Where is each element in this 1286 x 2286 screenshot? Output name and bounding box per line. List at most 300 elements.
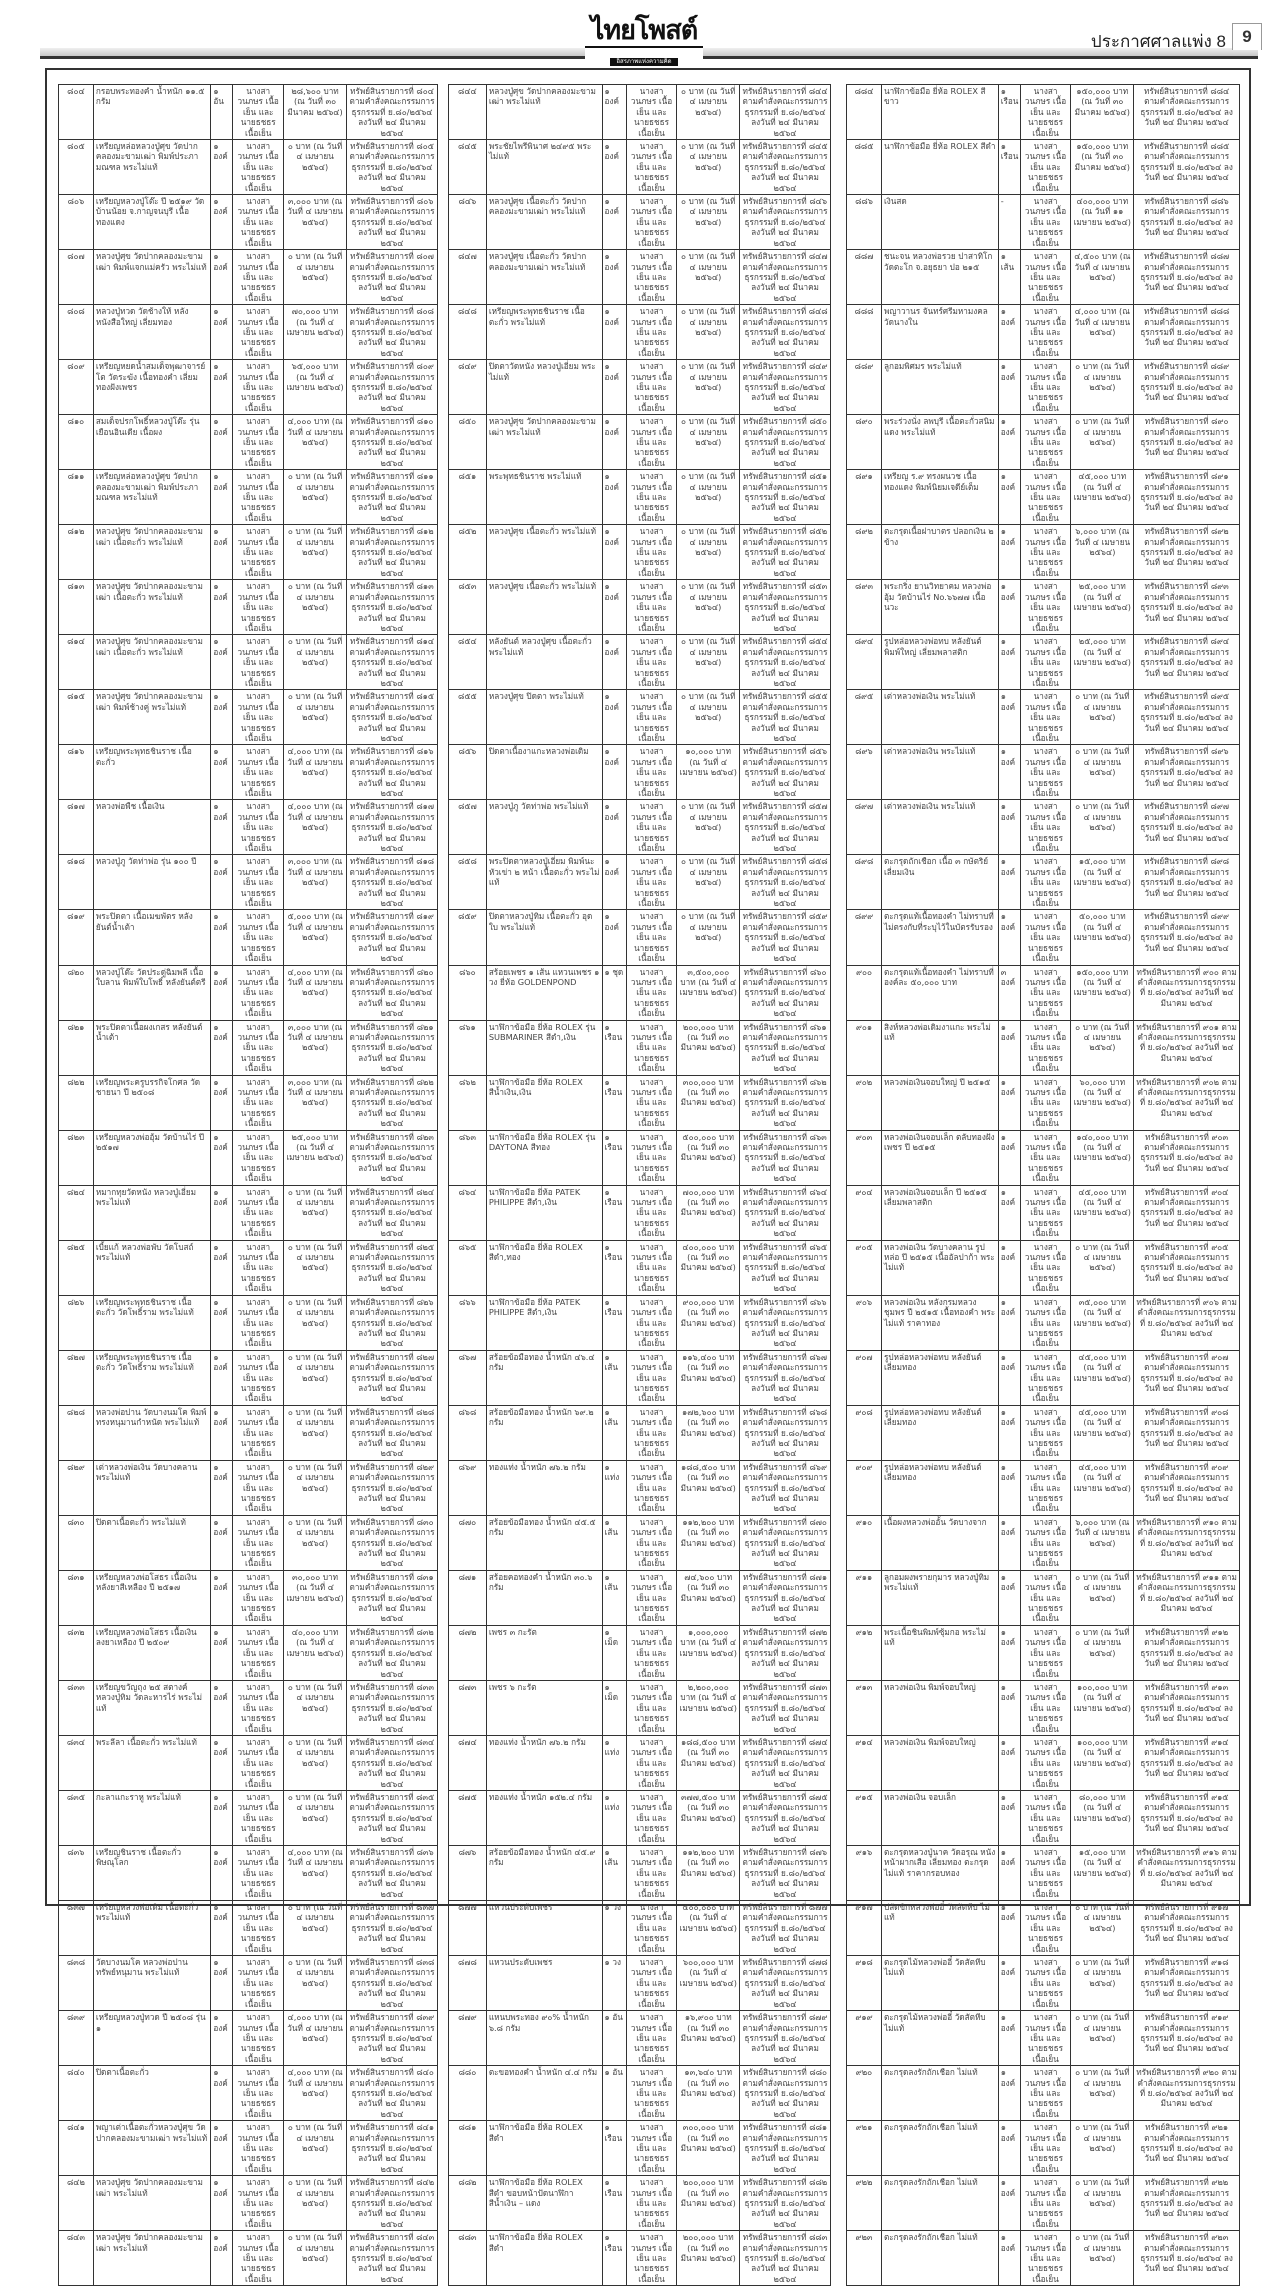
item-value: ๐ [1075, 2177, 1081, 2188]
item-quantity: ๑ องค์ [1000, 1957, 1016, 1978]
item-owner-cell [626, 1570, 677, 1625]
item-quantity: ๑ เรือน [1000, 141, 1019, 162]
reference-prefix: ทรัพย์สินรายการที่ [742, 141, 807, 152]
table-row [59, 2066, 438, 2121]
item-number: ๙๑๖ [855, 1847, 873, 1857]
item-owner: นางสาวนภษร เนื้อเย็น และ นายธชธร เนื้อเย็น [237, 1076, 279, 1129]
item-number: ๘๘๔ [854, 86, 874, 96]
reference-order: ตามคำสั่งคณะกรรมการธุรกรรมที่ ย.๘๐/๒๕๖๔ ลงวันที่ ๒๔ มีนาคม ๒๕๖๔ [742, 1967, 828, 2009]
item-owner: นางสาวนภษร เนื้อเย็น และ นายธชธร เนื้อเย็น [630, 911, 673, 964]
item-quantity: ๑ องค์ [1000, 526, 1016, 547]
item-owner: นางสาวนภษร เนื้อเย็น และ นายธชธร เนื้อเย็น [237, 2232, 279, 2284]
item-number-cell [449, 1020, 487, 1075]
table-row [59, 1075, 438, 1130]
item-value-cell: ๑๗๒,๖๐๐ บาท (ณ วันที่ ๓๐ มีนาคม ๒๕๖๔) [677, 1405, 740, 1460]
reference-item-number: ๘๙๔ [1210, 636, 1230, 647]
valuation-date: ๔ เมษายน ๒๕๖๔ [301, 1086, 343, 1108]
table-row [449, 2231, 831, 2286]
reference-item-number: ๘๗๔ [808, 1736, 828, 1747]
item-owner: นางสาวนภษร เนื้อเย็น และ นายธชธร เนื้อเย็น [237, 581, 279, 633]
reference-order: ตามคำสั่งคณะกรรมการธุรกรรมที่ ย.๘๐/๒๕๖๔ ลงวันที่ ๒๔ มีนาคม ๒๕๖๔ [1140, 2022, 1233, 2054]
item-reference-cell [740, 745, 831, 800]
item-description: เหรียญพระพุทธชินราช เนื้อตะกั่ว วัดโพธิ์ราม พระไม่แท้ [95, 1296, 194, 1318]
valuation-date: ๔ เมษายน ๒๕๖๔ [1083, 371, 1121, 392]
item-quantity-cell [602, 525, 626, 580]
item-description: หลวงปู่ศุข วัดปากคลองมะขามเฒ่า เนื้อตะกั่ว พระไม่แท้ [95, 526, 203, 547]
as-of-label: ณ วันที่ [1103, 801, 1130, 812]
item-value: ๓๐๐,๐๐๐ [682, 1076, 716, 1087]
item-quantity: ๑ เรือน [604, 1186, 623, 1208]
item-quantity: ๑ องค์ [1000, 691, 1016, 712]
item-value-cell: ๔๐๐,๐๐๐ บาท (ณ วันที่ ๓๐ มีนาคม ๒๕๖๔) [677, 1240, 740, 1295]
item-value-cell: ๖,๐๐๐ บาท (ณ วันที่ ๔ เมษายน ๒๕๖๔) [1071, 525, 1134, 580]
item-quantity: ๑ แท่ง [604, 1461, 620, 1483]
item-reference-cell [740, 2066, 831, 2121]
item-number-cell [847, 1680, 882, 1735]
item-owner-cell [626, 580, 677, 635]
item-quantity: ๑ องค์ [1000, 1791, 1016, 1813]
item-description-cell [93, 1680, 210, 1735]
table-row [59, 85, 438, 140]
item-number: ๘๑๘ [67, 856, 85, 867]
table-row [449, 1901, 831, 1956]
as-of-label: ณ วันที่ [1103, 2232, 1130, 2243]
reference-item-number: ๙๒๒ [1211, 2177, 1229, 2188]
item-value-cell: ๘๐,๐๐๐ บาท (ณ วันที่ ๔ เมษายน ๒๕๖๔) [1071, 1790, 1134, 1845]
as-of-label: ณ วันที่ [316, 1791, 343, 1802]
currency-label: บาท [295, 1736, 311, 1747]
table-row [847, 1405, 1240, 1460]
item-value: ๐ [1075, 2122, 1081, 2133]
item-owner-cell [233, 1570, 284, 1625]
valuation-date: ๔ เมษายน ๒๕๖๔ [1083, 1967, 1121, 1988]
reference-order: ตามคำสั่งคณะกรรมการธุรกรรมที่ ย.๘๐/๒๕๖๔ ลงวันที่ ๒๔ มีนาคม ๒๕๖๔ [349, 2242, 435, 2284]
as-of-label: ณ วันที่ [709, 361, 736, 372]
reference-item-number: ๙๑๕ [1211, 1791, 1229, 1802]
item-number: ๘๙๒ [855, 526, 873, 537]
valuation-date: ๔ เมษายน ๒๕๖๔ [1083, 756, 1121, 778]
item-value: ๒๐๐,๐๐๐ [682, 1021, 716, 1032]
item-owner-cell [1020, 1735, 1071, 1790]
reference-prefix: ทรัพย์สินรายการที่ [349, 2177, 414, 2188]
item-quantity-cell [998, 965, 1020, 1020]
currency-label: บาท [1082, 361, 1098, 372]
currency-label: บาท [718, 1131, 735, 1142]
currency-label: บาท [718, 1516, 735, 1527]
item-description: หลวงปู่ศุข วัดปากคลองมะขามเฒ่า พิมพ์แจกแม่ครัว พระไม่แท้ [95, 251, 207, 272]
valuation-date: ๔ เมษายน ๒๕๖๔ [1073, 481, 1128, 503]
item-value: ๐ [287, 1791, 293, 1802]
item-reference-cell [1134, 1405, 1240, 1460]
table-row [59, 1790, 438, 1845]
item-description-cell [486, 1680, 602, 1735]
item-description: ทองแท่ง น้ำหนัก ๑๕๒.๔ กรัม [488, 1791, 593, 1802]
currency-label: บาท [295, 1186, 311, 1197]
reference-order: ตามคำสั่งคณะกรรมการธุรกรรมที่ ย.๘๐/๒๕๖๔ ลงวันที่ ๒๔ มีนาคม ๒๕๖๔ [742, 1912, 828, 1954]
item-owner: นางสาวนภษร เนื้อเย็น และ นายธชธร เนื้อเย็น [1024, 746, 1067, 798]
item-value-cell: ๐ บาท (ณ วันที่ ๔ เมษายน ๒๕๖๔) [677, 580, 740, 635]
currency-label: บาท [1110, 581, 1126, 592]
item-reference-cell [347, 250, 438, 305]
item-quantity-cell [211, 1956, 233, 2011]
item-owner-cell [1020, 635, 1071, 690]
item-value-cell: ๐ บาท (ณ วันที่ ๔ เมษายน ๒๕๖๔) [284, 470, 347, 525]
item-owner: นางสาวนภษร เนื้อเย็น และ นายธชธร เนื้อเย็น [1024, 1571, 1067, 1624]
item-number: ๘๖๘ [458, 1406, 477, 1417]
item-description: ตะกรุดแท้เนื้อทองคำ ไม่ทราบที่ ไม่ตรงกับที่ระบุไว้ในบัตรรับรอง [883, 911, 994, 932]
reference-order: ตามคำสั่งคณะกรรมการธุรกรรมที่ ย.๘๐/๒๕๖๔ ลงวันที่ ๒๔ มีนาคม ๒๕๖๔ [1137, 1571, 1237, 1614]
item-quantity-cell [211, 580, 233, 635]
reference-item-number: ๘๙๒ [1210, 526, 1229, 537]
item-owner: นางสาวนภษร เนื้อเย็น และ นายธชธร เนื้อเย็น [237, 1131, 279, 1184]
item-description-cell [486, 1846, 602, 1901]
reference-order: ตามคำสั่งคณะกรรมการธุรกรรมที่ ย.๘๐/๒๕๖๔ ลงวันที่ ๒๔ มีนาคม ๒๕๖๔ [742, 2242, 828, 2284]
valuation-date: ๔ เมษายน ๒๕๖๔ [1073, 1472, 1128, 1493]
table-row [449, 2121, 831, 2176]
item-reference-cell [1134, 470, 1240, 525]
item-value-cell: ๐ บาท (ณ วันที่ ๔ เมษายน ๒๕๖๔) [284, 1405, 347, 1460]
item-number: ๘๗๙ [458, 2012, 477, 2023]
item-quantity-cell [998, 2231, 1020, 2286]
reference-order: ตามคำสั่งคณะกรรมการธุรกรรมที่ ย.๘๐/๒๕๖๔ ลงวันที่ ๒๔ มีนาคม ๒๕๖๔ [349, 1802, 435, 1844]
item-description-cell [93, 910, 210, 965]
item-value: ๐ [287, 2122, 293, 2133]
item-reference-cell [1134, 2121, 1240, 2176]
item-description-cell [486, 910, 602, 965]
item-owner: นางสาวนภษร เนื้อเย็น และ นายธชธร เนื้อเย็น [237, 856, 279, 909]
item-number-cell [59, 690, 94, 745]
item-reference-cell [740, 1075, 831, 1130]
item-owner: นางสาวนภษร เนื้อเย็น และ นายธชธร เนื้อเย็น [630, 636, 673, 688]
item-owner-cell [626, 1295, 677, 1350]
as-of-label: ณ วันที่ [1074, 526, 1130, 547]
item-quantity: ๑ ชุด [604, 966, 624, 977]
item-owner: นางสาวนภษร เนื้อเย็น และ นายธชธร เนื้อเย็น [1024, 636, 1067, 688]
item-description: สมเด็จปรกโพธิ์หลวงปู่โต๊ะ รุ่นเยือนอินเดีย เนื้อผง [95, 416, 200, 437]
item-number-cell [59, 1020, 94, 1075]
item-quantity-cell [998, 1405, 1020, 1460]
item-quantity-cell [998, 2011, 1020, 2066]
reference-order: ตามคำสั่งคณะกรรมการธุรกรรมที่ ย.๘๐/๒๕๖๔ ลงวันที่ ๒๔ มีนาคม ๒๕๖๔ [1140, 1692, 1233, 1724]
item-number: ๙๒๑ [855, 2122, 873, 2133]
as-of-label: ณ วันที่ [709, 416, 736, 427]
item-number-cell [59, 855, 94, 910]
as-of-label: ณ วันที่ [299, 1637, 326, 1648]
table-row [449, 1735, 831, 1790]
reference-item-number: ๘๑๐ [416, 416, 434, 427]
item-owner: นางสาวนภษร เนื้อเย็น และ นายธชธร เนื้อเย็น [630, 1626, 673, 1679]
table-row [449, 250, 831, 305]
item-number-cell [59, 1956, 94, 2011]
reference-prefix: ทรัพย์สินรายการที่ [350, 416, 415, 427]
item-owner-cell [626, 470, 677, 525]
item-number: ๘๗๐ [458, 1516, 477, 1527]
table-row [449, 1020, 831, 1075]
item-value-cell: ๐ บาท (ณ วันที่ ๔ เมษายน ๒๕๖๔) [284, 1240, 347, 1295]
as-of-label: ณ วันที่ [709, 856, 736, 867]
valuation-date: ๔ เมษายน ๒๕๖๔ [296, 1912, 334, 1933]
item-value-cell: ๐ บาท (ณ วันที่ ๔ เมษายน ๒๕๖๔) [1071, 1901, 1134, 1956]
item-value: ๐ [681, 361, 687, 372]
item-owner: นางสาวนภษร เนื้อเย็น และ นายธชธร เนื้อเย็น [630, 2122, 673, 2174]
item-value-cell: ๔๐,๐๐๐ บาท (ณ วันที่ ๔ เมษายน ๒๕๖๔) [284, 1625, 347, 1680]
item-number-cell [847, 1020, 882, 1075]
item-quantity: ๑ องค์ [604, 636, 619, 657]
item-quantity-cell [211, 195, 233, 250]
item-value-cell: ๐ บาท (ณ วันที่ ๔ เมษายน ๒๕๖๔) [1071, 2066, 1134, 2121]
item-value-cell: ๐ บาท (ณ วันที่ ๔ เมษายน ๒๕๖๔) [677, 415, 740, 470]
item-reference-cell [740, 910, 831, 965]
item-owner-cell [626, 1956, 677, 2011]
item-number: ๘๓๕ [66, 1791, 85, 1802]
reference-order: ตามคำสั่งคณะกรรมการธุรกรรมที่ ย.๘๐/๒๕๖๔ ลงวันที่ ๒๔ มีนาคม ๒๕๖๔ [1140, 1252, 1233, 1283]
reference-item-number: ๘๕๔ [808, 636, 828, 647]
item-owner: นางสาวนภษร เนื้อเย็น และ นายธชธร เนื้อเย็น [237, 1296, 279, 1349]
item-owner: นางสาวนภษร เนื้อเย็น และ นายธชธร เนื้อเย็น [237, 1681, 279, 1734]
item-description-cell [881, 1075, 998, 1130]
item-quantity: ๑ องค์ [213, 2067, 228, 2088]
item-description: หลวงปู่ภู วัดท่าพ่อ พระไม่แท้ [488, 801, 589, 812]
item-number: ๘๖๔ [458, 1186, 477, 1197]
item-owner: นางสาวนภษร เนื้อเย็น และ นายธชธร เนื้อเย็น [237, 1406, 279, 1459]
reference-item-number: ๘๒๖ [416, 1296, 434, 1307]
reference-prefix: ทรัพย์สินรายการที่ [1143, 306, 1208, 317]
item-number: ๘๑๒ [67, 526, 85, 537]
reference-item-number: ๘๔๗ [808, 251, 828, 262]
item-value: ๓๗๗,๕๐๐ [680, 1791, 718, 1802]
item-value-cell: ๐ บาท (ณ วันที่ ๔ เมษายน ๒๕๖๔) [284, 1790, 347, 1845]
item-value: ๐ [681, 471, 687, 482]
item-number: ๘๘๕ [854, 141, 874, 152]
item-number: ๘๙๐ [855, 416, 873, 427]
valuation-date: ๔ เมษายน ๒๕๖๔ [296, 1362, 334, 1383]
reference-item-number: ๘๐๕ [416, 141, 434, 152]
currency-label: บาท [313, 1076, 329, 1087]
item-value: ๐ [681, 251, 687, 262]
table-row [59, 1625, 438, 1680]
item-number-cell [847, 1075, 882, 1130]
item-quantity-cell [998, 910, 1020, 965]
valuation-date: ๔ เมษายน ๒๕๖๔ [296, 646, 334, 668]
item-reference-cell [1134, 1020, 1240, 1075]
item-quantity: ๑ องค์ [1000, 2067, 1016, 2088]
item-number: ๙๑๘ [855, 1957, 873, 1968]
item-quantity-cell [211, 85, 233, 140]
currency-label: บาท [313, 1847, 330, 1857]
item-number-cell [847, 2121, 882, 2176]
item-value-cell: ๑๑๒,๒๐๐ บาท (ณ วันที่ ๓๐ มีนาคม ๒๕๖๔) [677, 1846, 740, 1901]
reference-prefix: ทรัพย์สินรายการที่ [742, 2177, 807, 2188]
item-owner: นางสาวนภษร เนื้อเย็น และ นายธชธร เนื้อเย็น [1024, 1076, 1067, 1129]
item-value: ๐ [1075, 1241, 1081, 1252]
reference-order: ตามคำสั่งคณะกรรมการธุรกรรมที่ ย.๘๐/๒๕๖๔ ลงวันที่ ๒๔ มีนาคม ๒๕๖๔ [742, 371, 828, 413]
item-owner: นางสาวนภษร เนื้อเย็น และ นายธชธร เนื้อเย็น [237, 1957, 279, 2009]
reference-item-number: ๘๗๒ [809, 1626, 828, 1637]
item-value-cell: ๕,๐๐๐ บาท (ณ วันที่ ๔ เมษายน ๒๕๖๔) [284, 910, 347, 965]
item-owner-cell [233, 1901, 284, 1956]
table-row [59, 1130, 438, 1185]
item-value-cell: ๔๕,๐๐๐ บาท (ณ วันที่ ๔ เมษายน ๒๕๖๔) [1071, 1350, 1134, 1405]
item-quantity: ๑ องค์ [213, 526, 228, 547]
reference-prefix: ทรัพย์สินรายการที่ [350, 746, 415, 757]
table-row [449, 525, 831, 580]
reference-item-number: ๘๔๔ [808, 86, 828, 96]
item-description-cell [93, 1020, 210, 1075]
item-quantity: ๑ องค์ [213, 1351, 228, 1373]
reference-prefix: ทรัพย์สินรายการที่ [743, 1847, 807, 1857]
item-description: ตะกรุดลงรักถักเชือก ไม่แท้ [883, 2067, 978, 2078]
item-description-cell [93, 800, 210, 855]
item-number: ๘๖๗ [458, 1351, 477, 1362]
item-description: ปิดตาเนื้อตะกั่ว พระไม่แท้ [95, 1516, 186, 1527]
as-of-label: ณ วันที่ [1103, 361, 1130, 372]
item-owner-cell [1020, 2066, 1071, 2121]
item-description: รูปหล่อหลวงพ่อทบ หลังยันต์ เลี่ยมทอง [883, 1351, 982, 1373]
valuation-date: ๔ เมษายน ๒๕๖๔ [301, 426, 343, 447]
item-owner: นางสาวนภษร เนื้อเย็น และ นายธชธร เนื้อเย็น [237, 86, 279, 138]
item-value: ๘๐,๐๐๐ [1078, 1791, 1108, 1802]
item-owner-cell [1020, 855, 1071, 910]
item-owner: นางสาวนภษร เนื้อเย็น และ นายธชธร เนื้อเย็น [1024, 306, 1067, 358]
as-of-label: ณ วันที่ [1086, 1142, 1113, 1152]
reference-item-number: ๘๔๖ [809, 196, 828, 207]
item-description: หลวงพ่อเงิน จอบเล็ก [883, 1791, 956, 1802]
item-value-cell: ๐ บาท (ณ วันที่ ๔ เมษายน ๒๕๖๔) [284, 1460, 347, 1515]
item-quantity-cell [211, 2231, 233, 2286]
item-number: ๘๙๕ [854, 691, 874, 702]
item-description: หลวงพ่อเงิน พิมพ์จอบใหญ่ [883, 1736, 976, 1747]
table-row [847, 140, 1240, 195]
currency-label: บาท [323, 1626, 339, 1637]
currency-label: บาท [295, 581, 311, 592]
item-number: ๘๘๒ [458, 2177, 477, 2188]
item-description: แหวนประดับเพชร [488, 1957, 553, 1968]
item-description: เหรียญพระพุทธชินราช เนื้อตะกั่ว พระไม่แท้ [488, 306, 585, 327]
reference-order: ตามคำสั่งคณะกรรมการธุรกรรมที่ ย.๘๐/๒๕๖๔ ลงวันที่ ๒๔ มีนาคม ๒๕๖๔ [349, 2187, 435, 2229]
item-description-cell [881, 2066, 998, 2121]
reference-order: ตามคำสั่งคณะกรรมการธุรกรรมที่ ย.๘๐/๒๕๖๔ ลงวันที่ ๒๔ มีนาคม ๒๕๖๔ [1137, 1516, 1237, 1559]
item-quantity-cell [211, 1130, 233, 1185]
item-number-cell [449, 690, 487, 745]
item-reference-cell [347, 635, 438, 690]
table-row [847, 910, 1240, 965]
item-description-cell [881, 910, 998, 965]
item-reference-cell [1134, 910, 1240, 965]
item-quantity-cell [998, 1956, 1020, 2011]
as-of-label: ณ วันที่ [690, 2077, 717, 2088]
item-value: ๓,๐๐๐ [287, 196, 312, 207]
table-row [59, 195, 438, 250]
item-number: ๘๙๓ [855, 581, 873, 592]
reference-order: ตามคำสั่งคณะกรรมการธุรกรรมที่ ย.๘๐/๒๕๖๔ ลงวันที่ ๒๔ มีนาคม ๒๕๖๔ [349, 1031, 435, 1074]
item-value-cell: ๓,๐๐๐ บาท (ณ วันที่ ๔ เมษายน ๒๕๖๔) [284, 855, 347, 910]
item-owner: นางสาวนภษร เนื้อเย็น และ นายธชธร เนื้อเย็น [237, 196, 279, 248]
reference-order: ตามคำสั่งคณะกรรมการธุรกรรมที่ ย.๘๐/๒๕๖๔ ลงวันที่ ๒๔ มีนาคม ๒๕๖๔ [349, 1967, 435, 2009]
item-number-cell [847, 1956, 882, 2011]
reference-item-number: ๘๙๐ [1211, 416, 1229, 427]
reference-item-number: ๘๔๒ [416, 2177, 435, 2188]
reference-item-number: ๘๒๑ [416, 1021, 434, 1032]
item-value: ๔,๐๐๐ [287, 966, 312, 977]
item-value-cell: ๑๕๐,๐๐๐ บาท (ณ วันที่ ๓๐ มีนาคม ๒๕๖๔) [1071, 85, 1134, 140]
item-number: ๘๑๐ [67, 416, 85, 427]
item-value-cell: ๑๕๐,๐๐๐ บาท (ณ วันที่ ๓๐ มีนาคม ๒๕๖๔) [1071, 140, 1134, 195]
as-of-label: ณ วันที่ [1086, 1857, 1113, 1868]
item-reference-cell [347, 1130, 438, 1185]
reference-prefix: ทรัพย์สินรายการที่ [743, 1571, 807, 1582]
reference-item-number: ๘๗๗ [808, 1902, 828, 1913]
item-value-cell: ๓,๐๐๐ บาท (ณ วันที่ ๔ เมษายน ๒๕๖๔) [284, 195, 347, 250]
item-number-cell [59, 1901, 94, 1956]
item-description: กรอบพระทองคำ น้ำหนัก ๑๑.๕ กรัม [95, 86, 205, 107]
item-owner: นางสาวนภษร เนื้อเย็น และ นายธชธร เนื้อเย็น [630, 1847, 673, 1899]
item-value-cell: ๔,๐๐๐ บาท (ณ วันที่ ๔ เมษายน ๒๕๖๔) [1071, 305, 1134, 360]
item-number-cell [449, 2231, 487, 2286]
table-row [59, 1240, 438, 1295]
reference-prefix: ทรัพย์สินรายการที่ [1144, 1791, 1209, 1802]
item-value: ๓,๐๐๐ [287, 1021, 312, 1032]
item-reference-cell [1134, 1295, 1240, 1350]
valuation-date: ๔ เมษายน ๒๕๖๔ [689, 206, 727, 227]
item-description: หลวงพ่อเงินจอบใหญ่ ปี ๒๕๑๕ [883, 1076, 991, 1087]
item-owner: นางสาวนภษร เนื้อเย็น และ นายธชธร เนื้อเย็น [1024, 856, 1067, 909]
table-row [449, 140, 831, 195]
item-owner: นางสาวนภษร เนื้อเย็น และ นายธชธร เนื้อเย็น [630, 1516, 673, 1569]
item-number-cell [847, 580, 882, 635]
item-owner-cell [233, 1460, 284, 1515]
item-description: เหรียญพระพุทธชินราช เนื้อตะกั่ว วัดโพธิ์ราม พระไม่แท้ [95, 1351, 194, 1373]
item-number: ๘๔๕ [458, 141, 477, 152]
item-quantity: ๑ องค์ [213, 1957, 228, 1978]
item-reference-cell [1134, 1130, 1240, 1185]
item-owner: นางสาวนภษร เนื้อเย็น และ นายธชธร เนื้อเย็น [1024, 1351, 1067, 1404]
item-reference-cell [740, 1130, 831, 1185]
item-value-cell: ๑๓,๖๔๐ บาท (ณ วันที่ ๓๐ มีนาคม ๒๕๖๔) [677, 2066, 740, 2121]
item-reference-cell [347, 1625, 438, 1680]
reference-prefix: ทรัพย์สินรายการที่ [743, 1296, 808, 1307]
reference-prefix: ทรัพย์สินรายการที่ [743, 1021, 808, 1032]
currency-label: บาท [680, 976, 696, 987]
item-value: ๗๐,๐๐๐ [291, 306, 321, 317]
item-description-cell [93, 745, 210, 800]
as-of-label: ณ วันที่ [316, 526, 343, 537]
reference-item-number: ๘๔๐ [416, 2067, 434, 2078]
item-value: ๓๐๐,๐๐๐ [682, 2122, 716, 2133]
item-reference-cell [1134, 855, 1240, 910]
item-description: เนื้อผงหลวงพ่ออั้น วัดบางจาก [883, 1516, 987, 1527]
item-description: เงินสด [883, 196, 907, 207]
item-number: ๘๗๔ [458, 1736, 477, 1747]
reference-prefix: ทรัพย์สินรายการที่ [1136, 2067, 1201, 2078]
item-description: สร้อยข้อมือทอง น้ำหนัก ๔๕.๙ กรัม [488, 1847, 596, 1868]
item-value: ๔๐๐,๐๐๐ [1076, 196, 1111, 207]
as-of-label: ณ วันที่ [1103, 2177, 1130, 2188]
item-value: ๐ [681, 581, 687, 592]
as-of-label: ณ วันที่ [316, 636, 343, 647]
item-description: หลวงปู่ศุข วัดปากคลองมะขามเฒ่า พระไม่แท้ [488, 86, 596, 107]
currency-label: บาท [313, 196, 329, 207]
item-value: ๒๕,๐๐๐ [1078, 636, 1108, 647]
item-reference-cell [1134, 2176, 1240, 2231]
item-description-cell [881, 1020, 998, 1075]
item-reference-cell [347, 1680, 438, 1735]
currency-label: บาท [719, 1406, 735, 1417]
reference-prefix: ทรัพย์สินรายการที่ [742, 2122, 807, 2133]
item-description-cell [881, 250, 998, 305]
item-value-cell: ๒๐๐,๐๐๐ บาท (ณ วันที่ ๓๐ มีนาคม ๒๕๖๔) [677, 2176, 740, 2231]
item-quantity-cell [602, 1075, 626, 1130]
item-number-cell [449, 250, 487, 305]
